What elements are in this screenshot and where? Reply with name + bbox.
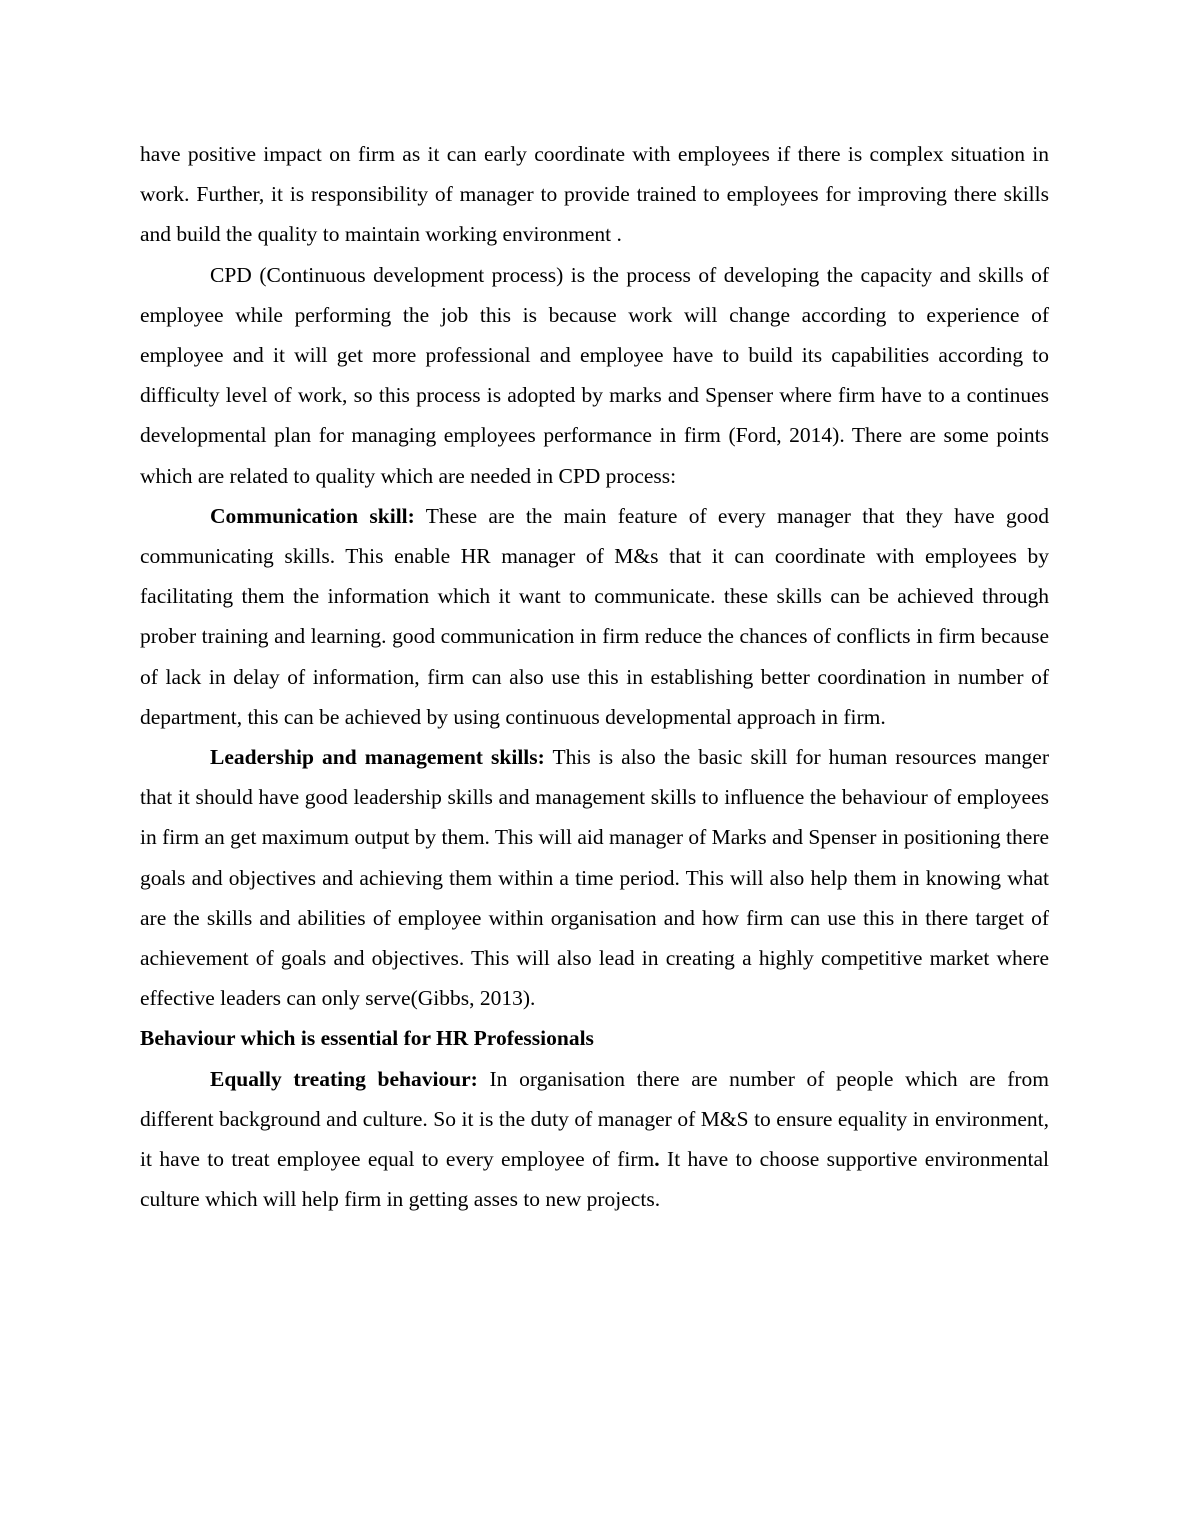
section-heading: Behaviour which is essential for HR Professionals bbox=[140, 1026, 594, 1051]
communication-skill-body: These are the main feature of every manager that they have good communicating skills. This enable HR manager of M&s that it can coordinate with employees by facilitating them the information which it want to communicate. these skills can be achieved through prober training and learning. good communication in firm reduce the chances of conflicts in firm because of lack in delay of information, firm can also use this in establishing better coordination in number of department, this can be achieved by using continuous developmental approach in firm. bbox=[140, 503, 1049, 729]
paragraph-intro: have positive impact on firm as it can early coordinate with employees if there is complex situation in work. Further, it is responsibility of manager to provide trained to employees for improving there skills and build the quality to maintain working environment . bbox=[140, 142, 1049, 247]
paragraph-equal-treatment bbox=[140, 1059, 1049, 1220]
equal-treatment-bold-period: . bbox=[654, 1147, 660, 1172]
equal-treatment-body-b: It have to choose supportive environmental culture which will help firm in getting asses to new projects. bbox=[140, 1147, 1049, 1212]
equal-treatment-lead: Equally treating behaviour: bbox=[210, 1066, 478, 1091]
paragraph-cpd: CPD (Continuous development process) is the process of developing the capacity and skills of employee while performing the job this is because work will change according to experience of employee and it will get more professional and employee have to build its capabilities according to difficulty level of work, so this process is adopted by marks and Spenser where firm have to a continues developmental plan for managing employees performance in firm (Ford, 2014). There are some points which are related to quality which are needed in CPD process: bbox=[140, 262, 1049, 488]
paragraph-leadership bbox=[140, 737, 1049, 1018]
communication-skill-lead: Communication skill: bbox=[210, 503, 415, 528]
paragraph-communication bbox=[140, 496, 1049, 737]
leadership-skill-body: This is also the basic skill for human resources manger that it should have good leadership skills and management skills to influence the behaviour of employees in firm an get maximum output by them. This will aid manager of Marks and Spenser in positioning there goals and objectives and achieving them within a time period. This will also help them in knowing what are the skills and abilities of employee within organisation and how firm can use this in there target of achievement of goals and objectives. This will also lead in creating a highly competitive market where effective leaders can only serve(Gibbs, 2013). bbox=[140, 745, 1050, 1011]
equal-treatment-body-a: In organisation there are number of people which are from different background and culture. So it is the duty of manager of M&S to ensure equality in environment, it have to treat employee equal to every employee of firm bbox=[140, 1066, 1049, 1172]
document-page bbox=[140, 134, 1049, 1219]
leadership-skill-lead: Leadership and management skills: bbox=[210, 745, 545, 770]
